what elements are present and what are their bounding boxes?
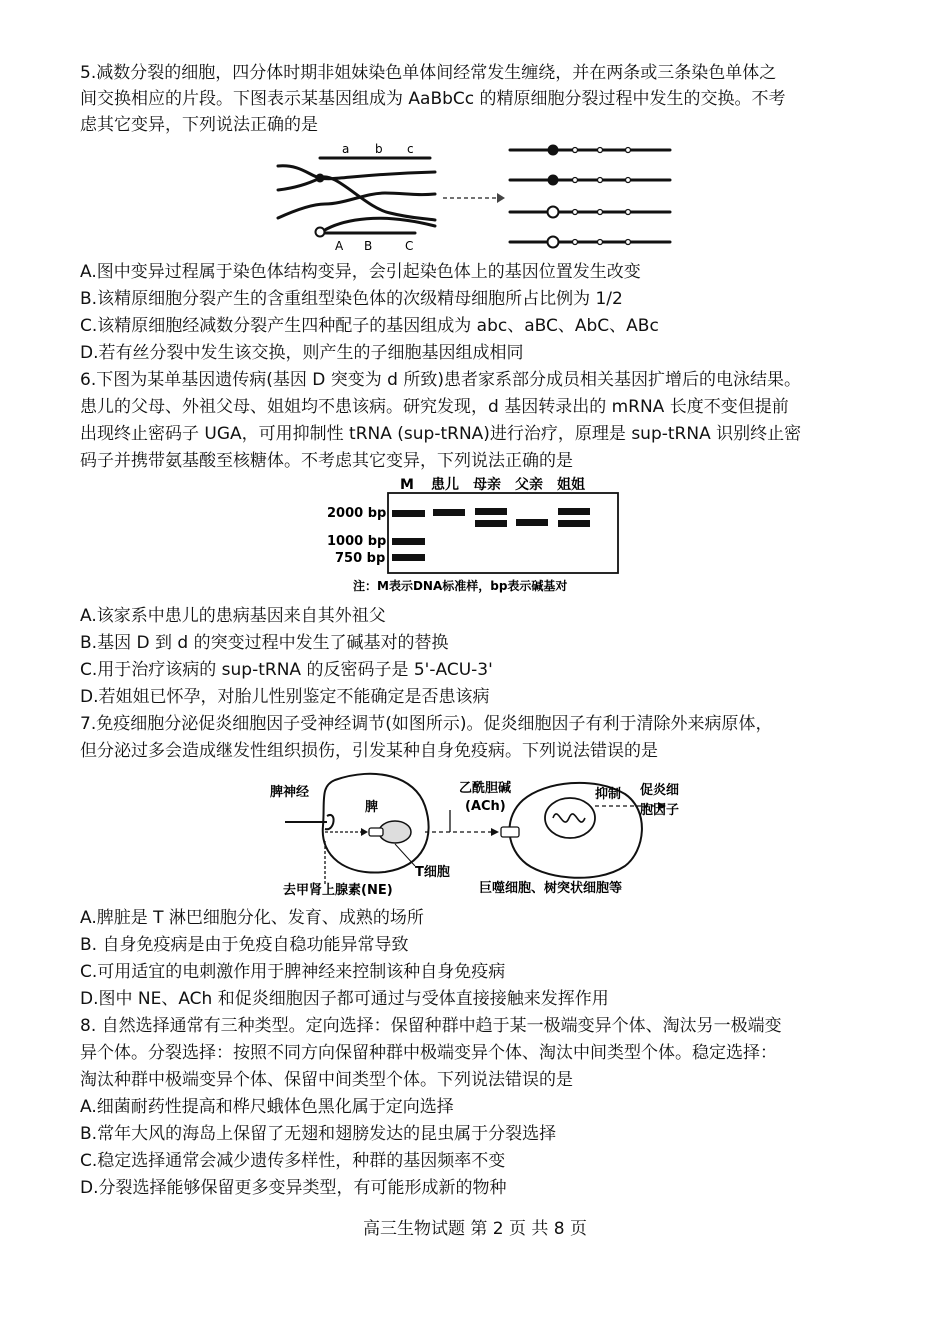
q6-stem-line-4: 码子并携带氨基酸至核糖体。不考虑其它变异，下列说法正确的是	[80, 451, 573, 471]
q6-stem-line-3: 出现终止密码子 UGA，可用抑制性 tRNA (sup-tRNA)进行治疗，原理是 sup-tRNA 识别终止密	[80, 424, 802, 444]
label-c: c	[407, 142, 414, 156]
q5-option-b: B.该精原细胞分裂产生的含重组型染色体的次级精母细胞所占比例为 1/2	[80, 289, 623, 309]
band-m-750	[392, 554, 425, 561]
gel-electrophoresis-figure	[325, 473, 625, 597]
centromere-light	[316, 228, 325, 237]
marker-2000: 2000 bp	[327, 506, 387, 521]
lane-label-patient: 患儿	[431, 477, 459, 493]
ach-receptor-icon	[501, 827, 519, 837]
label-inhibit: 抑制	[595, 787, 622, 802]
gel-note: 注：M表示DNA标准样，bp表示碱基对	[353, 579, 568, 593]
band-father	[516, 519, 548, 526]
q6-option-b: B.基因 D 到 d 的突变过程中发生了碱基对的替换	[80, 633, 449, 653]
lane-label-father: 父亲	[515, 477, 543, 493]
q6-option-d: D.若姐姐已怀孕，对胎儿性别鉴定不能确定是否患该病	[80, 687, 490, 707]
label-ne: 去甲肾上腺素(NE)	[283, 883, 393, 898]
label-B: B	[364, 239, 373, 253]
lane-label-sister: 姐姐	[557, 477, 585, 493]
label-spleen: 脾	[365, 800, 379, 815]
t-cell	[379, 821, 411, 843]
neuro-immune-figure	[265, 766, 690, 900]
q6-option-c: C.用于治疗该病的 sup-tRNA 的反密码子是 5'-ACU-3'	[80, 660, 493, 680]
label-t-cell: T细胞	[415, 865, 450, 880]
label-cytokine-1: 促炎细	[640, 783, 680, 798]
q8-option-c: C.稳定选择通常会减少遗传多样性，种群的基因频率不变	[80, 1151, 506, 1171]
marker-750: 750 bp	[335, 551, 386, 566]
band-mother-1	[475, 508, 507, 515]
centromere-dark	[316, 174, 325, 183]
label-b: b	[375, 142, 383, 156]
q6-stem-line-2: 患儿的父母、外祖父母、姐姐均不患该病。研究发现，d 基因转录出的 mRNA 长度不变但提前	[80, 397, 789, 417]
label-spleen-nerve: 脾神经	[270, 785, 310, 800]
q7-stem-line-2: 但分泌过多会造成继发性组织损伤，引发某种自身免疫病。下列说法错误的是	[80, 741, 658, 761]
q8-stem-line-2: 异个体。分裂选择：按照不同方向保留种群中极端变异个体、淘汰中间类型个体。稳定选择：	[80, 1043, 777, 1063]
q8-option-d: D.分裂选择能够保留更多变异类型，有可能形成新的物种	[80, 1178, 507, 1198]
label-a: a	[342, 142, 350, 156]
label-ach-2: (ACh)	[465, 799, 506, 814]
q7-option-d: D.图中 NE、ACh 和促炎细胞因子都可通过与受体直接接触来发挥作用	[80, 989, 609, 1009]
band-mother-2	[475, 520, 507, 527]
band-patient	[433, 509, 465, 516]
q8-option-b: B.常年大风的海岛上保留了无翅和翅膀发达的昆虫属于分裂选择	[80, 1124, 557, 1144]
q5-option-d: D.若有丝分裂中发生该交换，则产生的子细胞基因组成相同	[80, 343, 524, 363]
band-m-2000	[392, 510, 425, 517]
q7-option-a: A.脾脏是 T 淋巴细胞分化、发育、成熟的场所	[80, 908, 424, 928]
q5-stem-line-3: 虑其它变异，下列说法正确的是	[80, 115, 318, 135]
q5-stem-line-1: 5.减数分裂的细胞，四分体时期非姐妹染色单体间经常发生缠绕，并在两条或三条染色单体之	[80, 63, 777, 83]
spleen-outline	[323, 774, 429, 873]
nucleus	[545, 798, 595, 838]
label-cytokine-2: 胞因子	[640, 803, 680, 818]
band-m-1000	[392, 538, 425, 545]
label-ach-1: 乙酰胆碱	[459, 781, 512, 796]
band-sister-1	[558, 508, 590, 515]
dna-icon	[553, 814, 585, 822]
macrophage-outline	[510, 783, 642, 878]
q5-stem-line-2: 间交换相应的片段。下图表示某基因组成为 AaBbCc 的精原细胞分裂过程中发生的交换。不考	[80, 89, 786, 109]
receptor-icon	[369, 828, 383, 836]
q8-stem-line-3: 淘汰种群中极端变异个体、保留中间类型个体。下列说法错误的是	[80, 1070, 573, 1090]
crossover-figure	[275, 138, 675, 254]
arrow-icon	[443, 193, 505, 203]
lane-label-m: M	[400, 477, 414, 493]
q7-option-c: C.可用适宜的电刺激作用于脾神经来控制该种自身免疫病	[80, 962, 506, 982]
q7-option-b: B. 自身免疫病是由于免疫自稳功能异常导致	[80, 935, 409, 955]
q8-stem-line-1: 8. 自然选择通常有三种类型。定向选择：保留种群中趋于某一极端变异个体、淘汰另一极端变	[80, 1016, 782, 1036]
band-sister-2	[558, 520, 590, 527]
q6-stem-line-1: 6.下图为某单基因遗传病(基因 D 突变为 d 所致)患者家系部分成员相关基因扩增后的电泳结果。	[80, 370, 801, 390]
q6-option-a: A.该家系中患儿的患病基因来自其外祖父	[80, 606, 386, 626]
q7-stem-line-1: 7.免疫细胞分泌促炎细胞因子受神经调节(如图所示)。促炎细胞因子有利于清除外来病原体，	[80, 714, 773, 734]
label-A: A	[335, 239, 344, 253]
page-footer: 高三生物试题 第 2 页 共 8 页	[362, 1219, 588, 1239]
q8-option-a: A.细菌耐药性提高和桦尺蛾体色黑化属于定向选择	[80, 1097, 454, 1117]
label-macrophage: 巨噬细胞、树突状细胞等	[479, 881, 623, 896]
label-C: C	[405, 239, 414, 253]
marker-1000: 1000 bp	[327, 534, 387, 549]
q5-option-c: C.该精原细胞经减数分裂产生四种配子的基因组成为 abc、aBC、AbC、ABc	[80, 316, 659, 336]
q5-option-a: A.图中变异过程属于染色体结构变异，会引起染色体上的基因位置发生改变	[80, 262, 641, 282]
lane-label-mother: 母亲	[473, 477, 501, 493]
